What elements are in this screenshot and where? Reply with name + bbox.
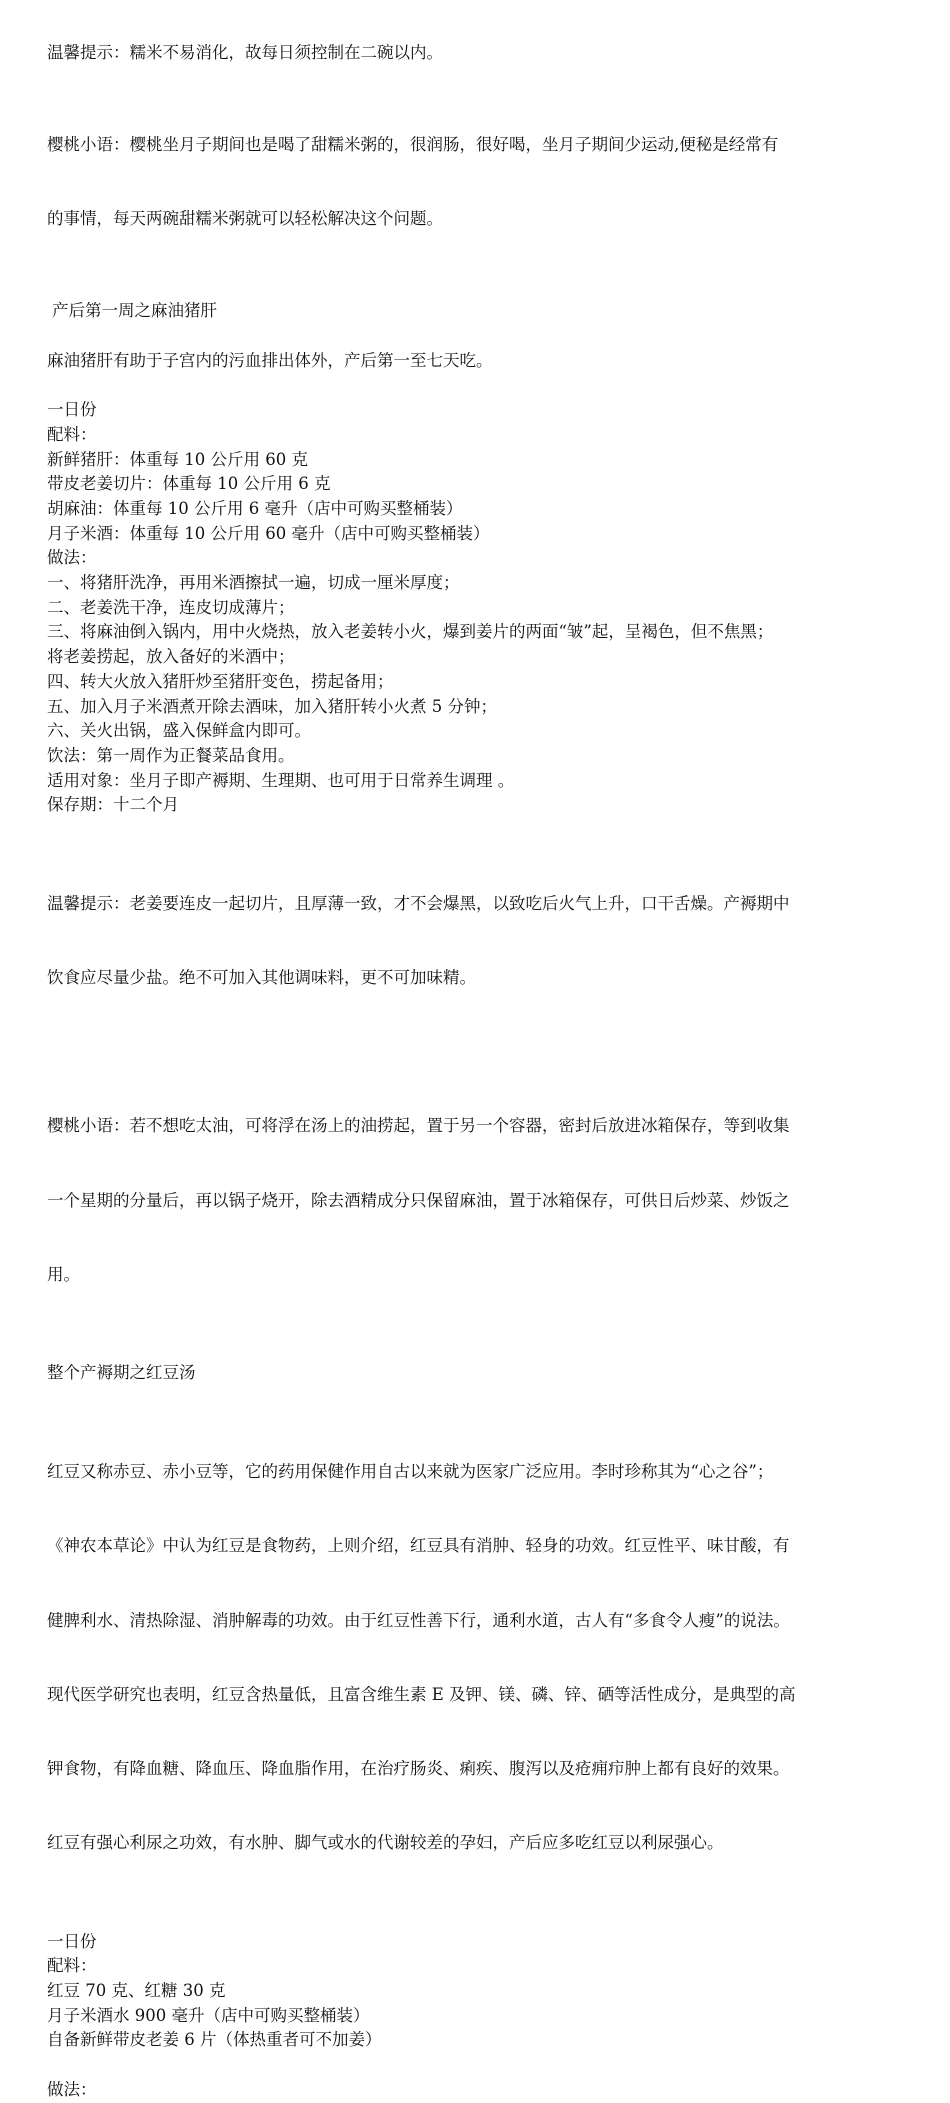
section-heading-liver: 产后第一周之麻油猪肝: [52, 301, 217, 321]
method-label: 做法：: [47, 548, 97, 568]
method-step: 二、老姜洗干净，连皮切成薄片；: [47, 597, 295, 617]
ingredients-label: 配料：: [47, 1956, 97, 1976]
method-step: 将老姜捞起，放入备好的米酒中；: [47, 647, 295, 667]
paragraph-line: 红豆有强心利尿之功效，有水肿、脚气或水的代谢较差的孕妇，产后应多吃红豆以利尿强心。: [47, 1832, 724, 1852]
shelf-life-note: 保存期：十二个月: [47, 795, 179, 815]
ingredient-item: 月子米酒：体重每 10 公斤用 60 毫升（店中可购买整桶装）: [47, 523, 490, 543]
paragraph-line: 樱桃小语：樱桃坐月子期间也是喝了甜糯米粥的，很润肠，很好喝，坐月子期间少运动,便秘是经常有: [47, 135, 779, 155]
paragraph-line: 饮食应尽量少盐。绝不可加入其他调味料，更不可加味精。: [47, 968, 476, 988]
serving-note: 饮法：第一周作为正餐菜品食用。: [47, 745, 295, 765]
ingredient-item: 红豆 70 克、红糖 30 克: [47, 1981, 226, 2001]
paragraph-line: 温馨提示：老姜要连皮一起切片，且厚薄一致，才不会爆黑，以致吃后火气上升，口干舌燥。产褥期中: [47, 894, 790, 914]
portion-label: 一日份: [47, 400, 97, 420]
ingredient-item: 新鲜猪肝：体重每 10 公斤用 60 克: [47, 449, 308, 469]
paragraph-line: 樱桃小语：若不想吃太油，可将浮在汤上的油捞起，置于另一个容器，密封后放进冰箱保存，等到收集: [47, 1116, 790, 1136]
ingredients-label: 配料：: [47, 424, 97, 444]
section-heading-red-bean: 整个产褥期之红豆汤: [47, 1363, 196, 1383]
method-step: 一、将猪肝洗净，再用米酒擦拭一遍，切成一厘米厚度；: [47, 573, 460, 593]
method-label: 做法：: [47, 2079, 97, 2099]
paragraph-line: 钾食物，有降血糖、降血压、降血脂作用，在治疗肠炎、痢疾、腹泻以及疮痈疖肿上都有良好的效果。: [47, 1758, 790, 1778]
method-step: 三、将麻油倒入锅内，用中火烧热，放入老姜转小火，爆到姜片的两面“皱”起，呈褐色，但不焦黑；: [47, 622, 774, 642]
paragraph-line: 《神农本草论》中认为红豆是食物药，上则介绍，红豆具有消肿、轻身的功效。红豆性平、味甘酸，有: [47, 1536, 790, 1556]
tip-paragraph-1: 温馨提示：糯米不易消化，故每日须控制在二碗以内。: [47, 43, 443, 62]
ingredient-item: 带皮老姜切片：体重每 10 公斤用 6 克: [47, 474, 331, 494]
paragraph-line: 健脾利水、清热除湿、消肿解毒的功效。由于红豆性善下行，通利水道，古人有“多食令人瘦”的说法。: [47, 1610, 790, 1630]
paragraph-line: 一个星期的分量后，再以锅子烧开，除去酒精成分只保留麻油，置于冰箱保存，可供日后炒菜、炒饭之: [47, 1190, 790, 1210]
portion-label: 一日份: [47, 1931, 97, 1951]
ingredient-item: 自备新鲜带皮老姜 6 片（体热重者可不加姜）: [47, 2030, 382, 2050]
target-note: 适用对象：坐月子即产褥期、生理期、也可用于日常养生调理 。: [47, 770, 515, 790]
tip-paragraph-2: [47, 843, 909, 1041]
document-page: [47, 41, 909, 2103]
yingtao-paragraph-1: [47, 84, 909, 282]
method-step: 四、转大火放入猪肝炒至猪肝变色，捞起备用；: [47, 671, 394, 691]
paragraph-line: 红豆又称赤豆、赤小豆等，它的药用保健作用自古以来就为医家广泛应用。李时珍称其为“心之谷”；: [47, 1462, 774, 1482]
yingtao-paragraph-2: [47, 1065, 909, 1337]
ingredient-item: 胡麻油：体重每 10 公斤用 6 毫升（店中可购买整桶装）: [47, 498, 463, 518]
section-intro-red-bean: [47, 1411, 909, 1905]
paragraph-line: 的事情，每天两碗甜糯米粥就可以轻松解决这个问题。: [47, 209, 443, 229]
ingredient-item: 月子米酒水 900 毫升（店中可购买整桶装）: [47, 2005, 370, 2025]
method-step: 五、加入月子米酒煮开除去酒味，加入猪肝转小火煮 5 分钟；: [47, 696, 497, 716]
paragraph-line: 用。: [47, 1264, 80, 1284]
method-step: 六、关火出锅，盛入保鲜盒内即可。: [47, 721, 311, 741]
section-intro-liver: 麻油猪肝有助于子宫内的污血排出体外，产后第一至七天吃。: [47, 350, 493, 370]
paragraph-line: 现代医学研究也表明，红豆含热量低，且富含维生素 E 及钾、镁、磷、锌、硒等活性成分，是典型的高: [47, 1684, 796, 1704]
